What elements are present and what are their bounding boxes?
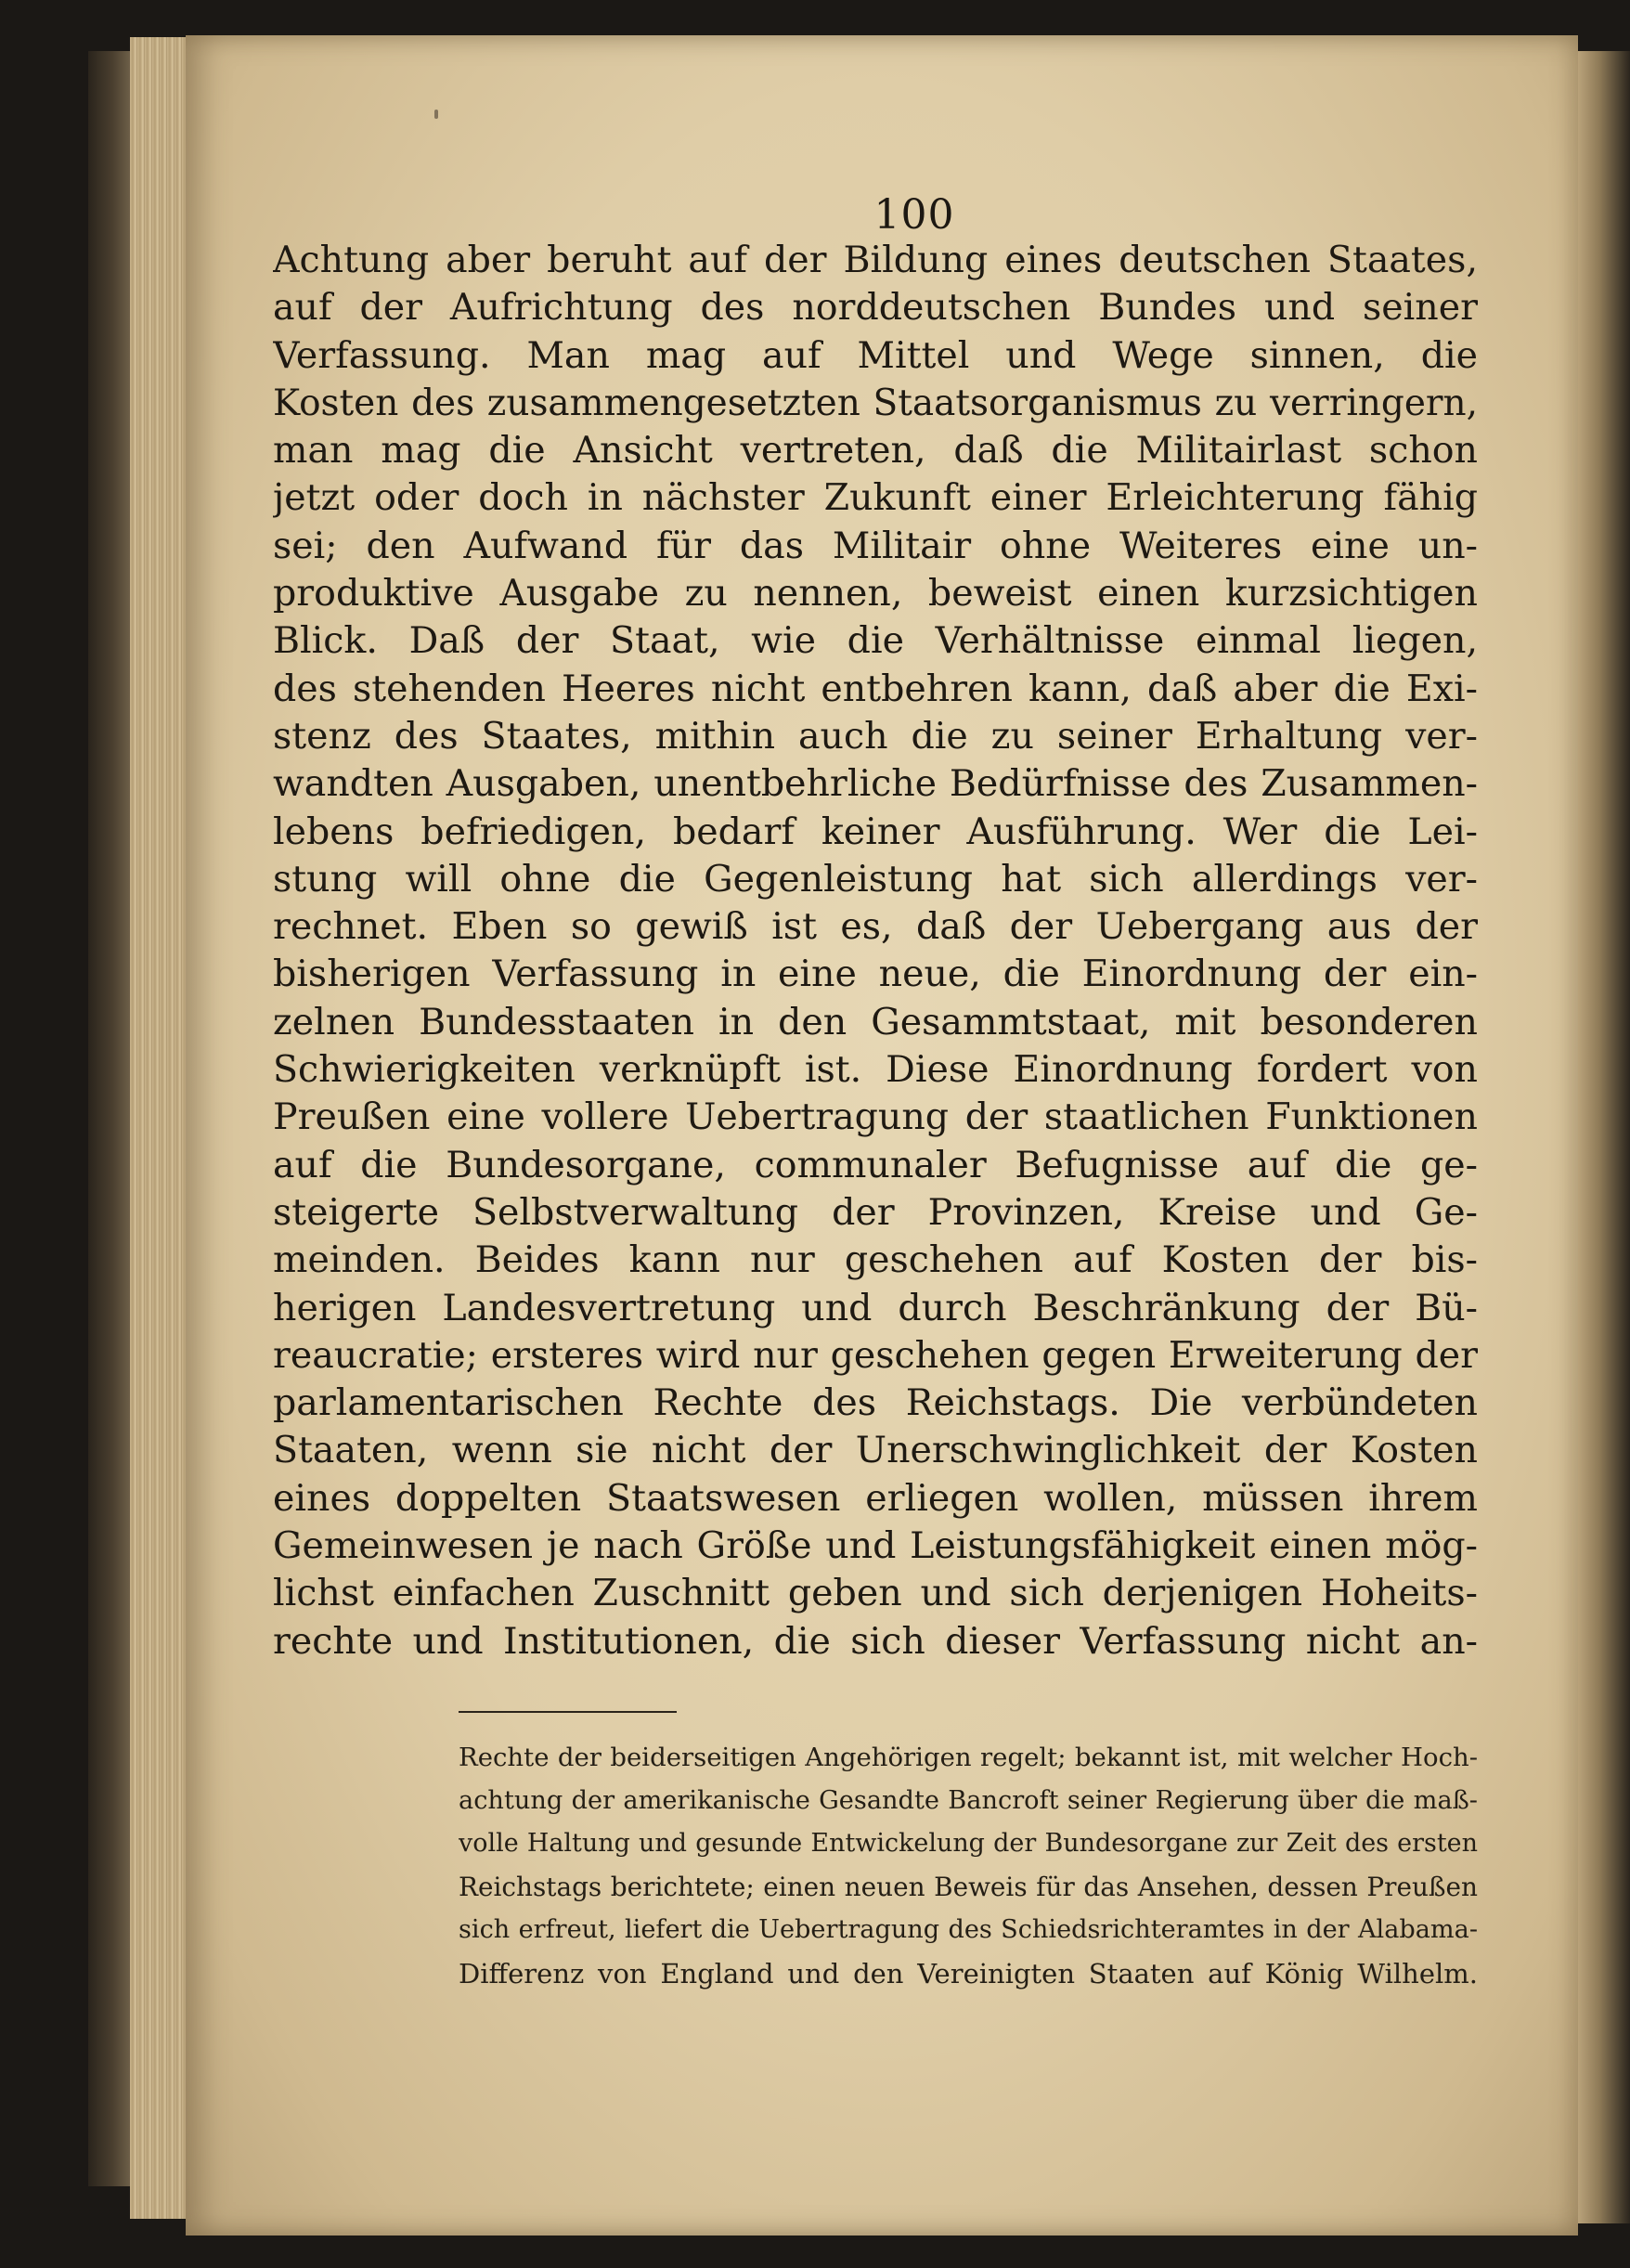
body-line: lichst einfachen Zuschnitt geben und sich derjenigen Hoheits- — [273, 1572, 1478, 1615]
body-line: Gemeinwesen je nach Größe und Leistungsfähigkeit einen mög- — [273, 1524, 1478, 1568]
footnote-line: Differenz von England und den Vereinigten Staaten auf König Wilhelm. — [459, 1957, 1478, 1989]
body-line: Schwierigkeiten verknüpft ist. Diese Einordnung fordert von — [273, 1048, 1478, 1092]
body-line: Preußen eine vollere Uebertragung der staatlichen Funktionen — [273, 1095, 1478, 1139]
body-line: des stehenden Heeres nicht entbehren kann, daß aber die Exi- — [273, 667, 1478, 710]
footnote-rule — [459, 1711, 677, 1713]
body-line: lebens befriedigen, bedarf keiner Ausführung. Wer die Lei- — [273, 810, 1478, 853]
footnote — [459, 1736, 1478, 1995]
footnote-line: Reichstags berichtete; einen neuen Beweis für das Ansehen, dessen Preußen — [459, 1871, 1478, 1902]
body-line: parlamentarischen Rechte des Reichstags. Die verbündeten — [273, 1381, 1478, 1425]
page-number: 100 — [873, 191, 955, 239]
body-line: rechnet. Eben so gewiß ist es, daß der Uebergang aus der — [273, 905, 1478, 949]
body-line: Staaten, wenn sie nicht der Unerschwinglichkeit der Kosten — [273, 1429, 1478, 1472]
body-line: man mag die Ansicht vertreten, daß die Militairlast schon — [273, 429, 1478, 473]
body-line: Blick. Daß der Staat, wie die Verhältnisse einmal liegen, — [273, 619, 1478, 663]
body-line: auf der Aufrichtung des norddeutschen Bundes und seiner — [273, 286, 1478, 330]
body-line: steigerte Selbstverwaltung der Provinzen, Kreise und Ge- — [273, 1190, 1478, 1234]
body-text — [273, 237, 1478, 1665]
body-line: auf die Bundesorgane, communaler Befugnisse auf die ge- — [273, 1143, 1478, 1186]
body-line: Verfassung. Man mag auf Mittel und Wege sinnen, die — [273, 333, 1478, 377]
right-page-edge — [1578, 51, 1630, 2223]
body-line: sei; den Aufwand für das Militair ohne Weiteres eine un- — [273, 524, 1478, 567]
body-line: zelnen Bundesstaaten in den Gesammtstaat, mit besonderen — [273, 1000, 1478, 1043]
body-line: Kosten des zusammengesetzten Staatsorganismus zu verringern, — [273, 382, 1478, 424]
body-line: Achtung aber beruht auf der Bildung eines deutschen Staates, — [273, 239, 1478, 281]
body-line: rechte und Institutionen, die sich dieser Verfassung nicht an- — [273, 1619, 1478, 1663]
body-line: eines doppelten Staatswesen erliegen wollen, müssen ihrem — [273, 1476, 1478, 1520]
body-line: jetzt oder doch in nächster Zukunft einer Erleichterung fähig — [273, 476, 1478, 520]
body-line: herigen Landesvertretung und durch Beschränkung der Bü- — [273, 1286, 1478, 1329]
body-line: stung will ohne die Gegenleistung hat sich allerdings ver- — [273, 857, 1478, 901]
body-line: stenz des Staates, mithin auch die zu seiner Erhaltung ver- — [273, 714, 1478, 758]
ink-speck — [434, 110, 438, 119]
footnote-line: volle Haltung und gesunde Entwickelung der Bundesorgane zur Zeit des ersten — [459, 1829, 1478, 1858]
footnote-line: Rechte der beiderseitigen Angehörigen regelt; bekannt ist, mit welcher Hoch- — [459, 1743, 1478, 1772]
footnote-line: sich erfreut, liefert die Uebertragung des Schiedsrichteramtes in der Alabama- — [459, 1915, 1478, 1944]
body-line: wandten Ausgaben, unentbehrliche Bedürfnisse des Zusammen- — [273, 762, 1478, 806]
body-line: reaucratie; ersteres wird nur geschehen gegen Erweiterung der — [273, 1333, 1478, 1377]
body-line: bisherigen Verfassung in eine neue, die Einordnung der ein- — [273, 953, 1478, 996]
body-line: meinden. Beides kann nur geschehen auf Kosten der bis- — [273, 1238, 1478, 1282]
body-line: produktive Ausgabe zu nennen, beweist einen kurzsichtigen — [273, 572, 1478, 616]
footnote-line: achtung der amerikanische Gesandte Bancroft seiner Regierung über die maß- — [459, 1785, 1478, 1815]
